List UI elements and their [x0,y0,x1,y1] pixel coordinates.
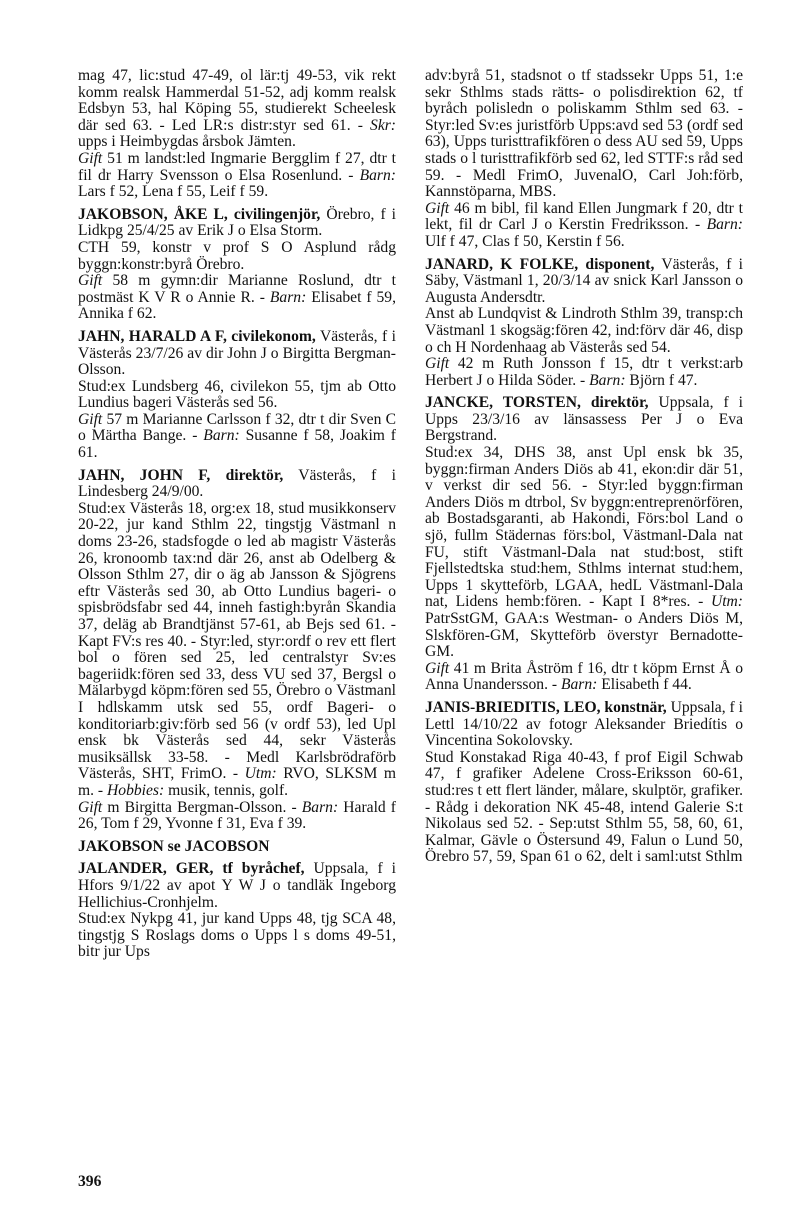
page-number: 396 [78,1173,102,1190]
entry-header [78,861,396,911]
entry-jancke [425,395,743,694]
gift-text: 46 m bibl, fil kand Ellen Jungmark f 20, dtr t lekt, fil dr Carl J o Kerstin Fredriksson. - [425,199,743,234]
barn-text: Elisabet f 59, Annika f 62. [78,288,397,323]
family-text [78,800,396,833]
career-text: CTH 59, konstr v prof S O Asplund rådg byggn:konstr:byrå Örebro. [78,238,396,273]
career-text: Anst ab Lundqvist & Lindroth Sthlm 39, transp:ch Västmanl 1 skogsäg:fören 42, ind:förv där 46, disp o ch H Nordenhaag ab Västerås sed 54. [425,305,743,356]
entry-intro: Örebro, f i Lidkpg 25/4/25 av Erik J o Elsa Storm. [78,205,396,240]
gift-label: Gift [78,149,103,167]
right-column [425,68,743,872]
barn-text: Lars f 52, Lena f 55, Leif f 59. [78,183,269,201]
family-text [425,356,743,389]
entry-name: JALANDER, GER, tf byråchef, [78,860,305,878]
entry-jahn-harald [78,329,396,462]
entry-continuation-left [78,68,396,201]
entry-name: JAHN, JOHN F, direktör, [78,466,284,484]
career-text: Stud:ex Lundsberg 46, civilekon 55, tjm ab Otto Lundius bageri Västerås sed 56. [78,377,396,412]
barn-label: Barn: [359,166,396,184]
career-text: Stud:ex Nykpg 41, jur kand Upps 48, tjg SCA 48, tingstjg S Roslags doms o Upps l s doms 49-51, bitr jur Ups [78,910,396,961]
gift-label: Gift [425,199,450,217]
entry-text [78,68,396,151]
gift-text: 42 m Ruth Jonsson f 15, dtr t verkst:arb Herbert J o Hilda Söder. - [425,355,743,389]
gift-text: m Birgitta Bergman-Olsson. - [102,798,302,816]
family-text [78,151,396,201]
family-text [425,661,743,694]
gift-label: Gift [78,272,103,290]
entry-continuation-right [425,68,743,251]
utm-label: Utm: [244,765,277,783]
entry-header [78,329,396,379]
gift-label: Gift [425,659,450,677]
barn-text: Harald f 26, Tom f 29, Yvonne f 31, Eva f 39. [78,798,397,833]
barn-label: Barn: [269,288,307,306]
entry-intro: Uppsala, f i Upps 23/3/16 av länsassess Per J o Eva Bergstrand. [425,394,743,445]
entry-jahn-john [78,468,396,833]
cross-reference: JAKOBSON se JACOBSON [78,837,270,855]
hobbies-label: Hobbies: [107,781,165,799]
entry-name: JAKOBSON, ÅKE L, civilingenjör, [78,205,321,223]
left-column [78,68,396,967]
entry-header [425,700,743,750]
gift-text: 58 m gymn:dir Marianne Roslund, dtr t postmäst K V R o Annie R. - [78,272,396,306]
family-text [78,273,396,323]
barn-label: Barn: [203,427,240,445]
family-text [425,201,743,251]
career-text: adv:byrå 51, stadsnot o tf stadssekr Upps 51, 1:e sekr Sthlms stads rätts- o polisdirektion 62, tf byråch polisledn o poliskamm Sthlm sed 63. - Styr:led Sv:es juristförb Upps:avd sed 53 (ordf sed 63), Upps turisttrafikfören o dess AU sed 59, Upps stads o l turisttrafikförb sed 62, led STTF:s råd sed 59. - Medl FrimO, JuvenalO, Carl Joh:förb, Kannstöparna, MBS. [425,67,743,201]
entry-intro: Uppsala, f i Hfors 9/1/22 av apot Y W J o tandläk Ingeborg Hellichius-Cronhjelm. [78,860,396,911]
entry-intro: Västerås, f i Säby, Västmanl 1, 20/3/14 av snick Karl Jansson o Augusta Andersdtr. [425,255,743,306]
career-body: Stud:ex Västerås 18, org:ex 18, stud musikkonserv 20-22, jur kand Sthlm 22, tingstjg Västmanl n doms 23-26, stadsfogde o led ab magistr Västerås 26, kronoomb tax:nd där 26, anst ab Odelberg & Olsson Sthlm 27, dir o äg ab Jansson & Sjögrens eftr Västerås sed 30, ab Otto Lundius bageri- o spisbrödsfabr sed 44, inneh fastigh:byrån Skandia 37, deläg ab Brandtjänst 57-61, ab Bejs sed 61. - Kapt FV:s res 40. - Styr:led, styr:ordf o rev ett flert bol o fören sed 25, led centralstyr Sv:es bageriidk:fören sed 33, dess VU sed 37, Bergsl o Mälarbygd köpm:fören sed 55, Örebro o Västmanl I hdlskamm utsk sed 55, ordf Bageri- o konditoriarb:giv:förb sed 56 (v ordf 53), led Upl ensk bk Västerås sed 44, sekr Västerås musiksällsk 33-58. - Medl Karlsbrödraförb Västerås, SHT, FrimO. - [78,499,396,783]
utm-label: Utm: [710,593,743,611]
entry-name: JANIS-BRIEDITIS, LEO, konstnär, [425,698,667,716]
barn-text: Ulf f 47, Clas f 50, Kerstin f 56. [425,232,625,250]
entry-jakobson-ake [78,207,396,323]
gift-label: Gift [78,410,103,428]
utm-text: PatrSstGM, GAA:s Westman- o Anders Diös M, Slskfören-GM, Skytteförb överstyr Bernadotte-GM. [425,610,743,661]
skr-label: Skr: [370,116,396,134]
barn-text: Susanne f 58, Joakim f 61. [78,427,396,462]
hobbies-text: musik, tennis, golf. [164,781,289,799]
career-text: Stud Konstakad Riga 40-43, f prof Eigil Schwab 47, f grafiker Adelene Cross-Eriksson 60-61, stud:res t ett flert länder, målare, skulptör, grafiker. - Rådg i dekoration NK 45-48, intend Galerie S:t Nikolaus sed 52. - Sep:utst Sthlm 55, 58, 60, 61, Kalmar, Gävle o Östersund 49, Falun o Lund 50, Örebro 57, 59, Span 61 o 62, delt i saml:utst Sthlm [425,748,743,866]
barn-label: Barn: [706,216,743,234]
skr-text: upps i Heimbygdas årsbok Jämten. [78,133,296,151]
entry-janis-brieditis [425,700,743,866]
entry-header [78,468,396,501]
barn-label: Barn: [560,676,598,694]
career-body: Stud:ex 34, DHS 38, anst Upl ensk bk 35, byggn:firman Anders Diös ab 41, ekon:dir där 51, v verkst dir sed 56. - Styr:led byggn:firman Anders Diös m dtrbol, Sv byggn:entreprenörfören, ab Bostadsgaranti, ab Hakondi, Förs:bol Land o sjö, fullm Städernas förs:bol, Västmanl-Dala nat FU, stift Västmanl-Dala nat stud:bost, stift Fjellstedtska stud:hem, Sthlms internat stud:hem, Upps 1 skytteförb, LGAA, hedL Västmanl-Dala nat, Lidens hemb:fören. - Kapt I 8*res. - [425,444,743,611]
barn-text: Björn f 47. [625,371,698,389]
utm-text: RVO, SLKSM m m. - [78,765,396,799]
gift-label: Gift [78,798,103,816]
barn-label: Barn: [301,798,339,816]
gift-text: 41 m Brita Åström f 16, dtr t köpm Ernst Å o Anna Unandersson. - [425,659,743,694]
gift-text: 51 m landst:led Ingmarie Bergglim f 27, dtr t fil dr Harry Svensson o Elsa Rosenlund. - [78,149,396,184]
barn-label: Barn: [589,371,626,389]
entry-janard [425,257,743,390]
career-text: mag 47, lic:stud 47-49, ol lär:tj 49-53, vik rekt komm realsk Hammerdal 51-52, adj komm realsk Edsbyn 53, hal Köping 55, studierekt Scheelesk där sed 63. - Led LR:s distr:styr sed 61. - [78,67,396,134]
entry-header [425,395,743,445]
gift-label: Gift [425,355,450,373]
family-text [78,412,396,462]
barn-text: Elisabeth f 44. [597,676,692,694]
entry-header [425,257,743,307]
entry-intro: Västerås, f i Västerås 23/7/26 av dir John J o Birgitta Bergman-Olsson. [78,327,396,379]
gift-text: 57 m Marianne Carlsson f 32, dtr t dir Sven C o Märtha Bange. - [78,410,396,445]
career-text [78,501,396,800]
entry-header [78,207,396,240]
entry-intro: Västerås, f i Lindesberg 24/9/00. [78,466,396,501]
entry-name: JAHN, HARALD A F, civilekonom, [78,327,316,345]
entry-name: JANARD, K FOLKE, disponent, [425,255,655,273]
entry-jalander [78,861,396,961]
entry-name: JANCKE, TORSTEN, direktör, [425,394,649,412]
entry-intro: Uppsala, f i Lettl 14/10/22 av fotogr Aleksander Briedítis o Vincentina Sokolovsky. [425,698,743,750]
career-text [425,445,743,661]
